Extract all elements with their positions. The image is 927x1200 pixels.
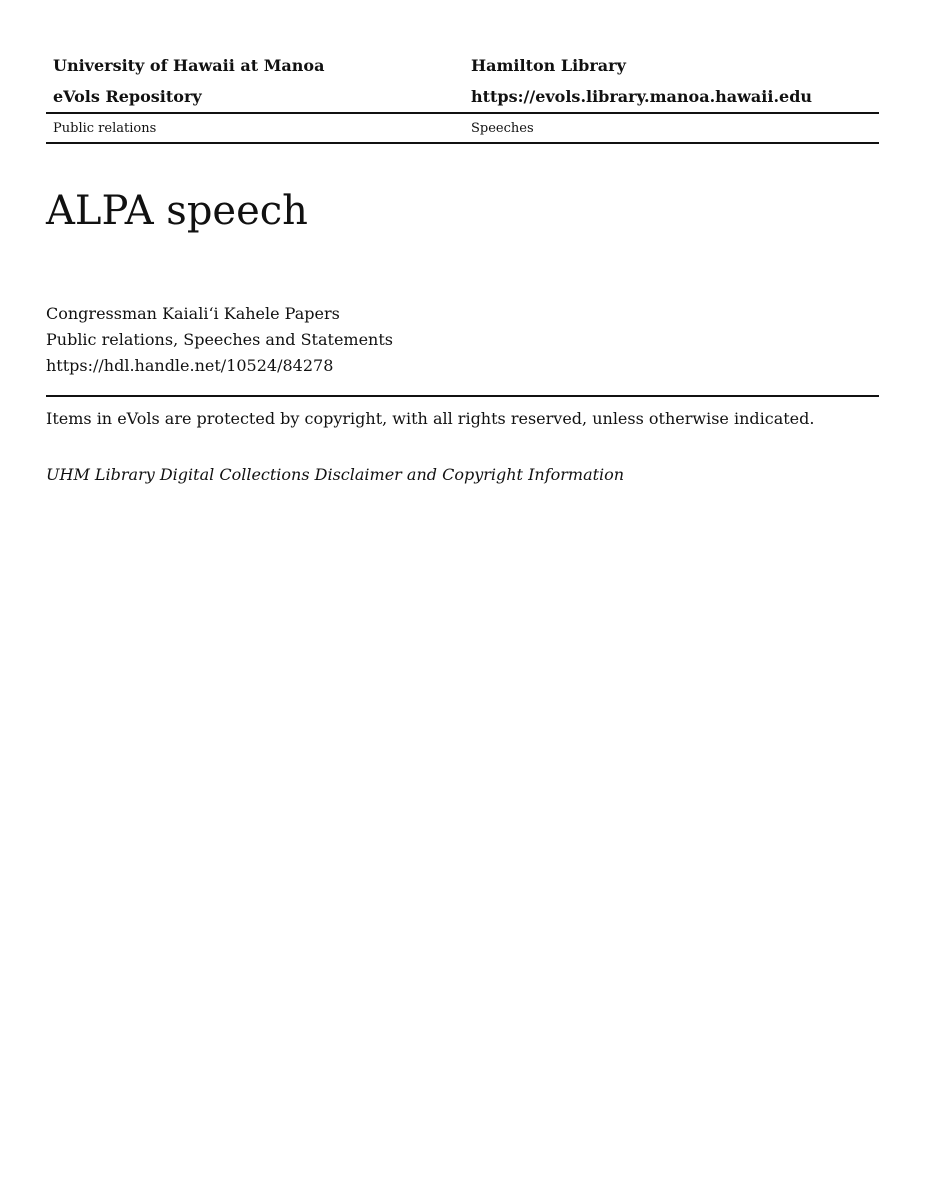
- rights-statement: Items in eVols are protected by copyright, with all rights reserved, unless otherwise indicated.: [46, 409, 815, 428]
- repository-header: [46, 50, 879, 144]
- series-name: Public relations, Speeches and Statements: [46, 330, 393, 349]
- header-rule-bottom: [46, 142, 879, 144]
- disclaimer-link[interactable]: UHM Library Digital Collections Disclaimer and Copyright Information: [46, 465, 625, 484]
- institution-name: University of Hawaii at Manoa: [53, 56, 325, 75]
- collection-subcategory: Speeches: [471, 120, 534, 136]
- header-row-1: [46, 50, 879, 81]
- repository-url[interactable]: https://evols.library.manoa.hawaii.edu: [471, 87, 813, 106]
- document-title: ALPA speech: [46, 188, 308, 234]
- section-divider: [46, 395, 879, 397]
- repository-name: eVols Repository: [53, 87, 202, 106]
- document-metadata: [46, 301, 393, 379]
- collection-category: Public relations: [53, 120, 157, 136]
- collection-name: Congressman Kaialiʻi Kahele Papers: [46, 304, 340, 323]
- document-page: [46, 0, 879, 1200]
- library-name: Hamilton Library: [471, 56, 626, 75]
- collection-row: [46, 114, 879, 142]
- handle-link[interactable]: https://hdl.handle.net/10524/84278: [46, 356, 334, 375]
- header-row-2: [46, 81, 879, 112]
